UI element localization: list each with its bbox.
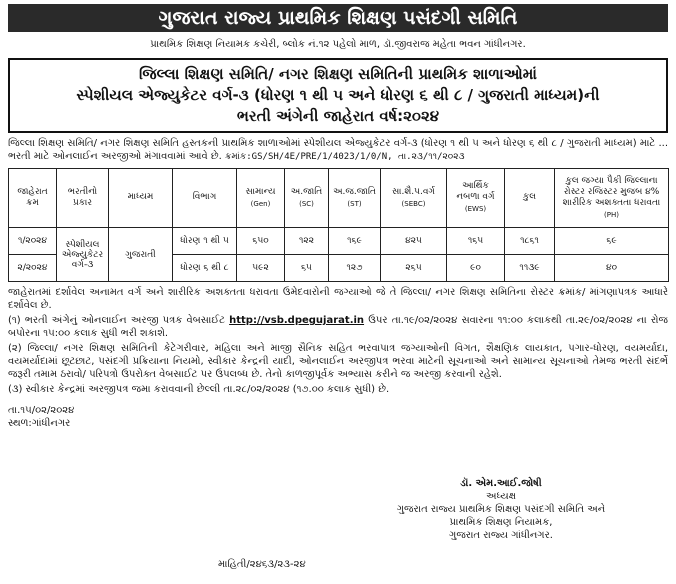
designation-4: ગુજરાત રાજ્ય ગાંધીનગર. [449,530,553,541]
note-reservation: જાહેરાતમાં દર્શાવેલ અનામત વર્ગ અને શારીરિક અશક્તતા ધરાવતા ઉમેદવારોની જગ્યાઓ જે તે જિલ્લા/ નગર શિક્ષણ સમિતિના રોસ્ટર ક્રમાંક/ માંગણાપત્રક આધારે દર્શાવેલ છે. [8,287,668,311]
cell-sc: ૧૨૨ [285,228,329,255]
cell-sebc: ૨૬૫ [381,255,447,282]
headline-line-1: જિલ્લા શિક્ષણ સમિતિ/ નગર શિક્ષણ સમિતિની પ્રાથમિક શાળાઓમાં [138,65,537,83]
instructions [8,286,668,396]
cell-medium: ગુજરાતી [109,228,173,282]
designation-1: અધ્યક્ષ [486,491,516,502]
notice-place: સ્થળ:ગાંધીનગર [8,418,71,429]
intro-paragraph [8,137,668,164]
organization-title: ગુજરાત રાજ્ય પ્રાથમિક શિક્ષણ પસંદગી સમિતિ [8,4,668,32]
cell-st: ૧૨૭ [329,255,381,282]
cell-sebc: ૪૨૫ [381,228,447,255]
vacancy-table [8,168,669,282]
header-ews: આર્થિક નબળા વર્ગ (EWS) [447,169,505,228]
header-recruitment-type: ભરતીનો પ્રકાર [57,169,109,228]
cell-section: ધોરણ ૧ થી ૫ [173,228,237,255]
header-st: અ.જ.જાતિ (ST) [329,169,381,228]
table-header-row [9,169,669,228]
designation-3: પ્રાથમિક શિક્ષણ નિયામક, [449,517,553,528]
note-1: (૧) ભરતી અંગેનું ઓનલાઈન અરજી પત્રક વેબસાઈટ http://vsb.dpegujarat.in ઉપર તા.૧૯/૦૨/૨૦૨૪ સવારના ૧૧:૦૦ કલાકથી તા.૨૯/૦૨/૨૦૨૪ ના રોજ બપોરના ૧૫:૦૦ કલાક સુધી ભરી શકાશે. [8,315,668,339]
cell-ews: ૧૬૫ [447,228,505,255]
header-sebc: સા.શૈ.પ.વર્ગ (SEBC) [381,169,447,228]
cell-sc: ૬૫ [285,255,329,282]
cell-total: ૧૧૩૯ [505,255,555,282]
header-general: સામાન્ય (Gen) [237,169,285,228]
signer-name: ડૉ. એમ.આઈ.જોષી [460,478,542,489]
intro-text: જિલ્લા શિક્ષણ સમિતિ/ નગર શિક્ષણ સમિતિ હસ્તકની પ્રાથમિક શાળાઓમાં સ્પેશીયલ એજ્યુકેટર વર્ગ-૩ (ધોરણ ૧ થી ૫ અને ધોરણ ૬ થી ૮ / ગુજરાતી માધ્યમ) માટે ... ભરતી માટે ઓનલાઈન અરજીઓ મંગાવવામાં આવે છે. [8,138,668,162]
advertisement-headline [8,58,668,133]
info-reference: માહિતી/૨૪૬૩/૨૩-૨૪ [218,559,306,570]
header-sc: અ.જાતિ (SC) [285,169,329,228]
resolution-reference: ક્રમાંક:GS/SH/4E/PRE/1/4023/1/0/N, તા.૨૩/૧૧/૨૦૨૩ [225,152,465,162]
headline-line-3: ભરતી અંગેની જાહેરાત વર્ષ:૨૦૨૪ [236,107,440,125]
header-total: કુલ [505,169,555,228]
cell-section: ધોરણ ૬ થી ૮ [173,255,237,282]
organization-address: પ્રાથમિક શિક્ષણ નિયામક કચેરી, બ્લોક નં.૧૨ પહેલો માળ, ડૉ.જીવરાજ મહેતા ભવન ગાંધીનગર. [150,39,526,50]
cell-st: ૧૬૯ [329,228,381,255]
cell-ad-no: ૨/૨૦૨૪ [9,255,57,282]
cell-ph: ૬૯ [555,228,669,255]
note-2: (૨) જિલ્લા/ નગર શિક્ષણ સમિતિની કેટેગરીવાર, મહિલા અને માજી સૈનિક સહિત ભરવાપાત્ર જગ્યાઓની વિગત, શૈક્ષણિક લાયકાત, પગાર-ધોરણ, વયમર્યાદા, વયમર્યાદામાં છૂટછાટ, પસંદગી પ્રક્રિયાના નિયમો, સ્વીકાર કેન્દ્રની યાદી, ઓનલાઈન અરજીપત્ર ભરવા માટેની સૂચનાઓ અને સામાન્ય સૂચનાઓ તેમજ ભરતી સંદર્ભે જરૂરી તમામ ઠરાવો/ પરિપત્રો ઉપરોક્ત વેબસાઈટ પર ઉપલબ્ધ છે. તેનો કાળજીપૂર્વક અભ્યાસ કરીને જ અરજી કરવાની રહેશે. [8,343,668,380]
cell-general: ૫૯૨ [237,255,285,282]
header-medium: માધ્યમ [109,169,173,228]
cell-ews: ૯૦ [447,255,505,282]
table-row [9,228,669,255]
notice-date: તા.૧૫/૦૨/૨૦૨૪ [8,405,75,416]
header-section: વિભાગ [173,169,237,228]
website-link[interactable]: http://vsb.dpegujarat.in [229,315,365,326]
notice-page [8,4,668,576]
date-place [8,404,668,430]
cell-ad-no: ૧/૨૦૨૪ [9,228,57,255]
note-3: (૩) સ્વીકાર કેન્દ્રમાં અરજીપત્ર જમા કરાવવાની છેલ્લી તા.૨૮/૦૨/૨૦૨૪ (૧૭.૦૦ કલાક સુધી) છે. [8,384,390,395]
header-ad-no: જાહેરાત ક્રમ [9,169,57,228]
cell-ph: ૪૦ [555,255,669,282]
headline-line-2: સ્પેશીયલ એજ્યુકેટર વર્ગ-૩ (ધોરણ ૧ થી ૫ અને ધોરણ ૬ થી ૮ / ગુજરાતી માધ્યમ)ની [76,86,600,104]
cell-recruitment-type: સ્પેશીયલ એજ્યુકેટર વર્ગ-૩ [57,228,109,282]
designation-2: ગુજરાત રાજ્ય પ્રાથમિક શિક્ષણ પસંદગી સમિતિ અને [396,504,606,515]
cell-general: ૬૫૦ [237,228,285,255]
cell-total: ૧૮૬૧ [505,228,555,255]
signature-block [346,477,656,542]
header-ph: કુલ જગ્યા પૈકી જિલ્લાના રોસ્ટર રજિસ્ટર મુજબ ૪% શારીરિક અશક્તતા ધરાવતા (PH) [555,169,669,228]
